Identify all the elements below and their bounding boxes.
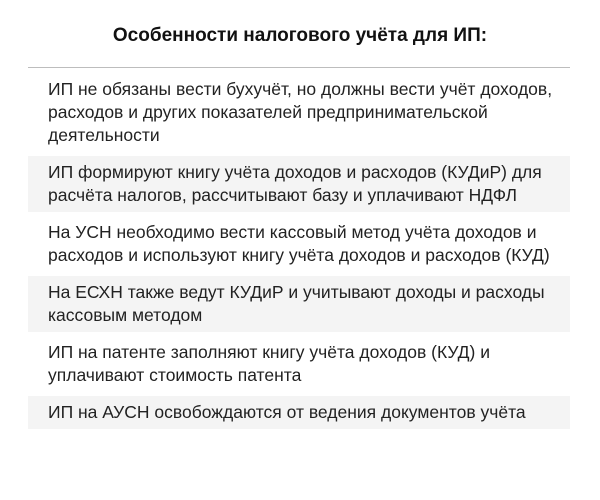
list-item: На ЕСХН также ведут КУДиР и учитывают доходы и расходы кассовым методом: [28, 276, 570, 332]
list-item: На УСН необходимо вести кассовый метод учёта доходов и расходов и используют книгу учёта доходов и расходов (КУД): [48, 222, 550, 265]
list-item: ИП не обязаны вести бухучёт, но должны вести учёт доходов, расходов и других показателей предпринимательской деятельности: [48, 79, 553, 145]
list-item: ИП формируют книгу учёта доходов и расходов (КУДиР) для расчёта налогов, рассчитывают базу и уплачивают НДФЛ: [28, 156, 570, 212]
list-item: ИП на АУСН освобождаются от ведения документов учёта: [28, 396, 570, 429]
features-list: [28, 73, 570, 429]
list-item: ИП на патенте заполняют книгу учёта доходов (КУД) и уплачивают стоимость патента: [48, 342, 491, 385]
page-title: Особенности налогового учёта для ИП:: [112, 25, 488, 46]
title-divider: [28, 67, 570, 68]
